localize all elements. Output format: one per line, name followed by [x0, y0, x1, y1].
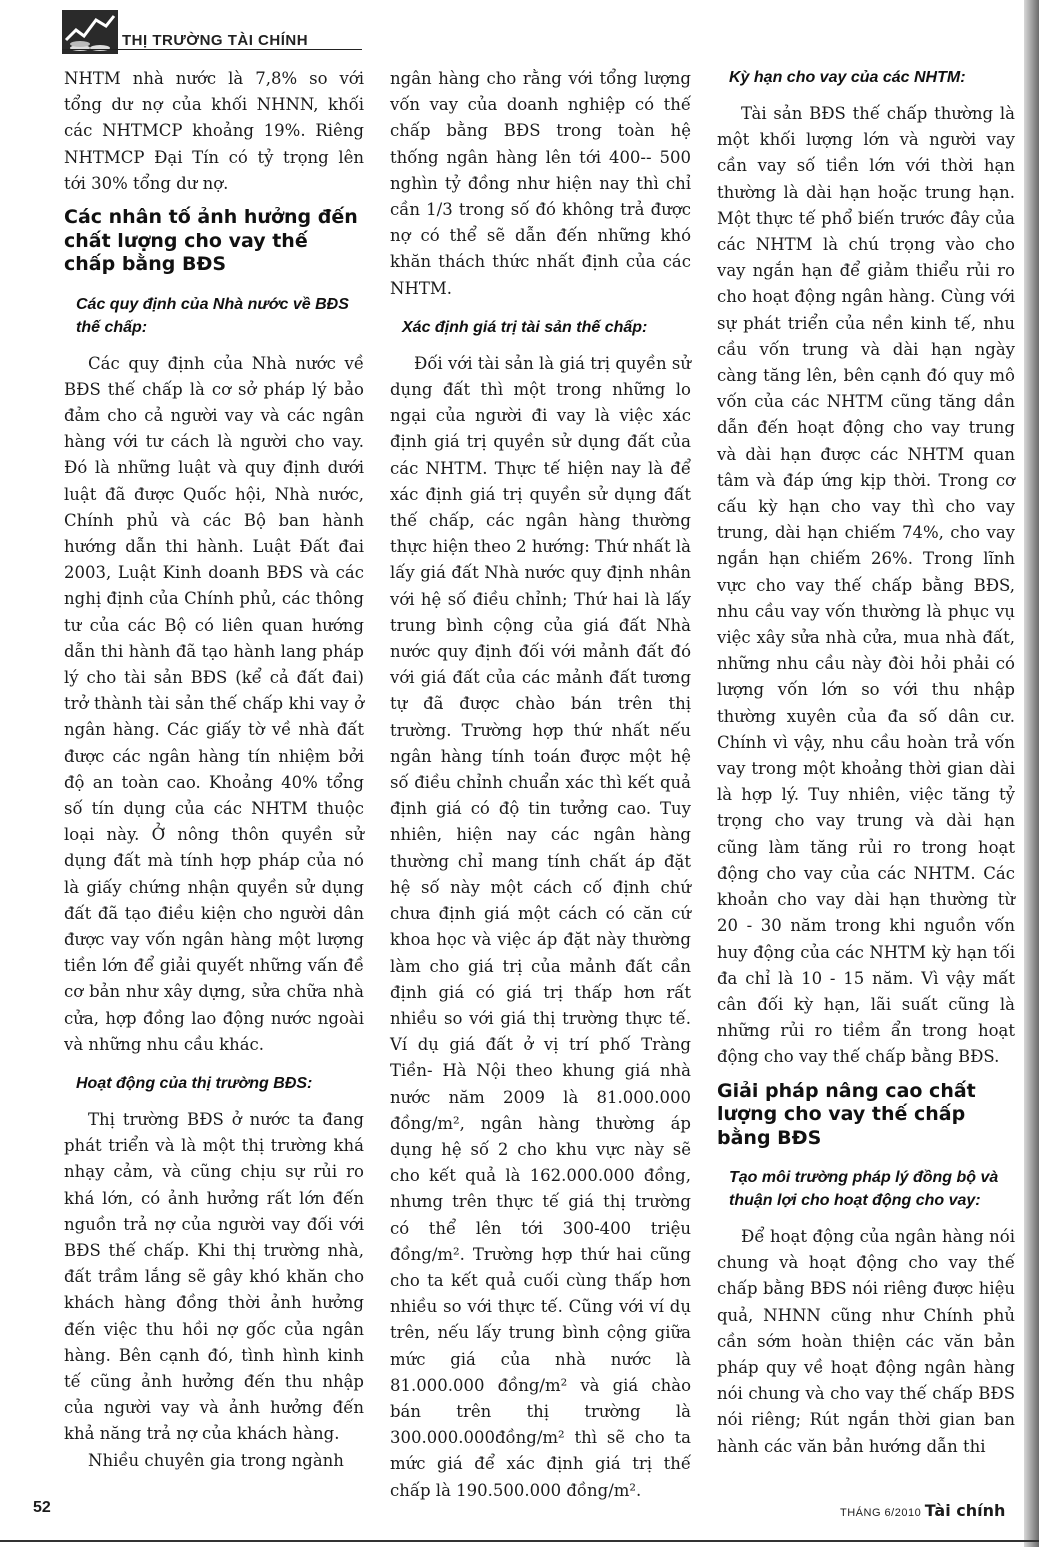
issue-date: THÁNG 6/2010 — [840, 1507, 922, 1519]
section-heading: Các nhân tố ảnh hưởng đến chất lượng cho vay thế chấp bằng BĐS — [64, 206, 358, 276]
subheading: Xác định giá trị tài sản thế chấp: — [402, 318, 648, 336]
paragraph: Đối với tài sản là giá trị quyền sử dụng đất thì một trong những lo ngại của người đi vay là việc xác định giá trị quyền sử dụng đất của các NHTM. Thực tế hiện nay là để xác định giá trị quyền sử dụng đất thế chấp, các ngân hàng thường thực hiện theo 2 hướng: Thứ nhất là lấy giá đất Nhà nước quy định nhân với hệ số điều chỉnh; Thứ hai là lấy trung bình cộng của giá đất Nhà nước quy định đối với mảnh đất đó với giá đất của các mảnh đất tương tự đã được chào bán trên thị trường. Trường hợp thứ nhất nếu ngân hàng tính toán được một hệ số điều chỉnh chuẩn xác thì kết quả định giá có độ tin tưởng cao. Tuy nhiên, hiện nay các ngân hàng thường chỉ mang tính chất áp đặt hệ số này một cách cố định chứ chưa định giá một cách có căn cứ khoa học và việc áp đặt này thường làm cho giá trị của mảnh đất cần định giá có giá trị thấp hơn rất nhiều so với giá thị trường thực tế. Ví dụ giá đất ở vị trí phố Tràng Tiền- Hà Nội theo khung giá nhà nước năm 2009 là 81.000.000 đồng/m², ngân hàng thường áp dụng hệ số 2 cho khu vực này sẽ cho kết quả là 162.000.000 đồng, nhưng trên thực tế giá thị trường có thể lên tới 300-400 triệu đồng/m². Trường hợp thứ hai cũng cho ta kết quả cuối cùng thấp hơn nhiều so với thực tế. Cũng với ví dụ trên, nếu lấy trung bình cộng giữa mức giá của nhà nước là 81.000.000 đồng/m² và giá chào bán trên thị trường là 300.000.000đồng/m² thì sẽ cho ta mức giá để xác định giá trị thế chấp là 190.500.000 đồng/m². — [390, 353, 691, 1500]
magazine-brand: Tài chính — [924, 1501, 1006, 1520]
bottom-rule — [0, 1540, 1039, 1542]
column-2 — [390, 66, 691, 1504]
section-title: THỊ TRƯỜNG TÀI CHÍNH — [62, 32, 362, 50]
paragraph: Thị trường BĐS ở nước ta đang phát triển và là một thị trường khá nhạy cảm, và cũng chịu sự rủi ro khá lớn, có ảnh hưởng rất lớn đến nguồn trả nợ của người vay đối với BĐS thế chấp. Khi thị trường nhà, đất trầm lắng sẽ gây khó khăn cho khách hàng đồng thời ảnh hưởng đến việc thu hồi nợ gốc của ngân hàng. Bên cạnh đó, tình hình kinh tế cũng ảnh hưởng đến thu nhập của người vay và ảnh hưởng đến khả năng trả nợ của khách hàng. — [64, 1110, 364, 1444]
subheading: Tạo môi trường pháp lý đồng bộ và thuận lợi cho hoạt động cho vay: — [729, 1169, 999, 1210]
section-heading: Giải pháp nâng cao chất lượng cho vay thế chấp bằng BĐS — [717, 1079, 976, 1149]
page-number: 52 — [33, 1499, 51, 1516]
paragraph: Tài sản BĐS thế chấp thường là một khối lượng lớn và người vay cần vay số tiền lớn với thời hạn thường là dài hạn hoặc trung hạn. Một thực tế phổ biến trước đây của các NHTM là chú trọng vào cho vay ngắn hạn để giảm thiểu rủi ro cho hoạt động ngân hàng. Cùng với sự phát triển của nền kinh tế, nhu cầu vốn trung và dài hạn ngày càng tăng lên, bên cạnh đó quy mô vốn của các NHTM cũng tăng dần dẫn đến hoạt động cho vay trung và dài hạn được các NHTM quan tâm và đáp ứng kịp thời. Trong cơ cấu kỳ hạn cho vay thì cho vay trung, dài hạn chiếm 74%, cho vay ngắn hạn chiếm 26%. Trong lĩnh vực cho vay thế chấp bằng BĐS, nhu cầu vay vốn thường là phục vụ việc xây sửa nhà cửa, mua nhà đất, những nhu cầu này đòi hỏi phải có lượng vốn lớn so với thu nhập thường xuyên của đa số dân cư. Chính vì vậy, nhu cầu hoàn trả vốn vay trong một khoảng thời gian dài là hợp lý. Tuy nhiên, việc tăng tỷ trọng cho vay trung và dài hạn cũng làm tăng rủi ro trong hoạt động cho vay của các NHTM. Các khoản cho vay dài hạn thường từ 20 - 30 năm trong khi nguồn vốn huy động của các NHTM kỳ hạn tối đa chỉ là 10 - 15 năm. Vì vậy mất cân đối kỳ hạn, lãi suất cũng là những rủi ro tiềm ẩn trong hoạt động cho vay thế chấp bằng BĐS. — [717, 104, 1015, 1067]
column-1 — [64, 66, 364, 1474]
paragraph: Để hoạt động của ngân hàng nói chung và hoạt động cho vay thế chấp bằng BĐS nói riêng được hiệu quả, NHNN cũng như Chính phủ cần sớm hoàn thiện các văn bản pháp quy về hoạt động ngân hàng nói chung và cho vay thế chấp BĐS nói riêng; Rút ngắn thời gian ban hành các văn bản hướng dẫn thi — [717, 1227, 1015, 1456]
page-edge-shadow — [1024, 0, 1039, 1547]
issue-footer — [840, 1501, 1005, 1520]
subheading: Hoạt động của thị trường BĐS: — [76, 1075, 313, 1092]
subheading: Các quy định của Nhà nước về BĐS thế chấp: — [76, 295, 349, 336]
paragraph: ngân hàng cho rằng với tổng lượng vốn vay của doanh nghiệp có thế chấp bằng BĐS trong toàn hệ thống ngân hàng lên tới 400-- 500 nghìn tỷ đồng như hiện nay thì chỉ cần 1/3 trong số đó không trả được nợ có thể sẽ dẫn đến những khó khăn thách thức nhất định của các NHTM. — [390, 69, 691, 298]
paragraph: Các quy định của Nhà nước về BĐS thế chấp là cơ sở pháp lý bảo đảm cho cả người vay và các ngân hàng với tư cách là người cho vay. Đó là những luật và quy định dưới luật đã được Quốc hội, Nhà nước, Chính phủ và các Bộ ban hành hướng dẫn thi hành. Luật Đất đai 2003, Luật Kinh doanh BĐS và các nghị định của Chính phủ, các thông tư của các Bộ có liên quan hướng dẫn thi hành đã tạo hành lang pháp lý cho tài sản BĐS (kể cả đất đai) trở thành tài sản thế chấp khi vay ở ngân hàng. Các giấy tờ về nhà đất được các ngân hàng tín nhiệm bởi độ an toàn cao. Khoảng 40% tổng số tín dụng của các NHTM thuộc loại này. Ở nông thôn quyền sử dụng đất mà tính hợp pháp của nó là giấy chứng nhận quyền sử dụng đất đã tạo điều kiện cho người dân được vay vốn ngân hàng một lượng tiền lớn để giải quyết những vấn đề cơ bản như xây dựng, sửa chữa nhà cửa, hợp đồng lao động nước ngoài và những nhu cầu khác. — [64, 353, 364, 1054]
subheading: Kỳ hạn cho vay của các NHTM: — [729, 69, 966, 86]
paragraph: NHTM nhà nước là 7,8% so với tổng dư nợ của khối NHNN, khối các NHTMCP khoảng 19%. Riêng NHTMCP Đại Tín có tỷ trọng lên tới 30% tổng dư nợ. — [64, 69, 364, 193]
paragraph: Nhiều chuyên gia trong ngành — [88, 1450, 344, 1470]
column-3 — [717, 66, 1015, 1460]
